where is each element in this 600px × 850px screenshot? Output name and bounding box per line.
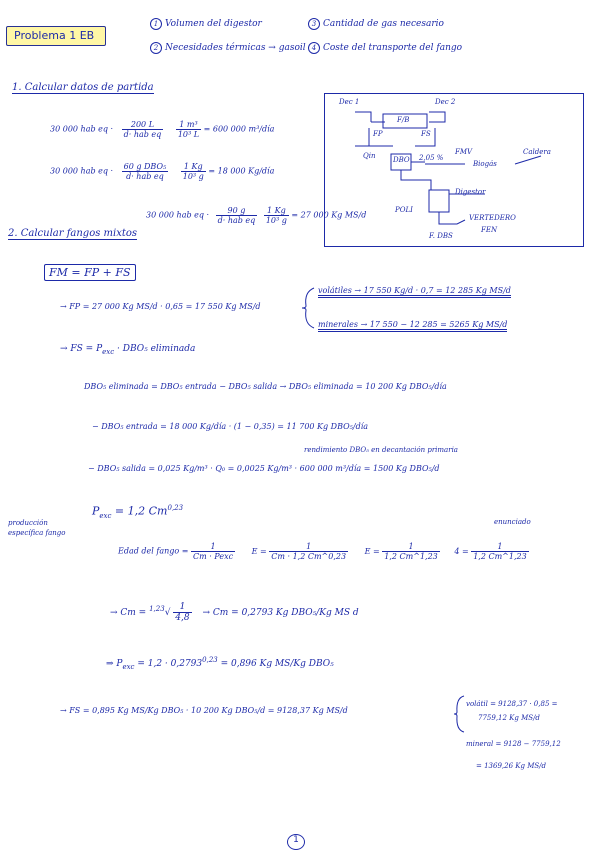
problem-title: Problema 1 EB [14,29,95,42]
problem-title-box [6,26,106,46]
fen-label: FEN [481,226,498,234]
digestor-label: Digestor [455,188,486,196]
fs-formula-line: → FS = $P_{exc} \cdot DBO_5$ eliminada [60,344,196,356]
section2-heading: 2. Calcular fangos mixtos [8,228,138,239]
mineral2-a: mineral = 9128 − 7759,12 [466,740,561,748]
vertedero-label: VERTEDERO [469,214,516,222]
dbo-label: DBO [393,156,410,164]
dec1-label: Dec 1 [339,98,360,106]
fp-line: → FP = 27 000 Kg MS/d · 0,65 = 17 550 Kg MS/d [60,302,261,311]
qin-label: Qin [363,152,376,160]
pexc-formula: $P_{exc} = 1,2$ Cm$^{0,23}$ [92,504,184,520]
bottom-label: F. DBS [429,232,453,240]
section1-heading: 1. Calcular datos de partida [12,82,154,93]
poli-label: POLI [395,206,413,214]
header-item-1: 1 Volumen del digestor [150,18,262,30]
fs-label: FS [421,130,431,138]
fp-label: FP [373,130,383,138]
mineral2-b: = 1369,26 Kg MS/d [476,762,546,770]
enunciado-note: enunciado [494,518,531,526]
fb-label: F/B [397,116,410,124]
fmv-label: FMV [455,148,473,156]
header-item-4: 4 Coste del transporte del fango [308,42,462,54]
pexc-result-line: ⇒ $P_{exc} = 1,2 \cdot 0,2793^{0,23} = 0,896$ Kg MS/Kg DBO₅ [106,656,334,671]
volatiles-line: volátiles → 17 550 Kg/d · 0,7 = 12 285 Kg MS/d [318,286,511,295]
volatil2-a: volátil = 9128,37 · 0,85 = [466,700,558,708]
dbo-salida-line: − DBO₅ salida = 0,025 Kg/m³ · Q₀ = 0,0025 Kg/m³ · 600 000 m³/día = 1500 Kg DBO₅/d [88,464,440,473]
cm-line: → Cm = $^{1,23}$√ $\frac{1}{4,8}$ → Cm = 0,2793 Kg DBO₅/Kg MS d [110,602,359,623]
calc-row-2: 30 000 hab eq · $\frac{\text{60 g DBO₅}}{\text{d· hab eq}}$ $\frac{1 Kg}{\text{10³ g}}$ = 18 000 Kg/día [50,162,275,181]
caldera-label: Caldera [523,148,551,156]
rendimiento-note: rendimiento DBO₅ en decantación primaria [304,446,458,454]
biogas-label: Biogás [473,160,497,168]
calc-row-3: 30 000 hab eq · $\frac{90 g}{\text{d· hab eq}}$ $\frac{1 Kg}{\text{10³ g}}$ = 27 000 Kg MS/d [146,206,367,225]
fs-final-line: → FS = 0,895 Kg MS/Kg DBO₅ · 10 200 Kg DBO₅/d = 9128,37 Kg MS/d [60,706,348,715]
pct-label: 2,05 % [419,154,444,162]
fm-formula: FM = FP + FS [44,264,136,281]
fp-brace [300,286,316,330]
header-item-3: 3 Cantidad de gas necesario [308,18,444,30]
header-item-2: 2 Necesidades térmicas → gasoil [150,42,306,54]
volatil2-b: 7759,12 Kg MS/d [478,714,540,722]
produccion-note: producción específica fango [8,519,66,537]
process-diagram [324,93,584,247]
edad-fango-line: Edad del fango = $\frac{1}{\text{Cm · Pexc}}$ E = $\frac{1}{Cm \cdot 1,2 Cm\^{}0,23}$ E = $\frac{1}{1,2 Cm\^{}1,23}$ 4 = $\frac{1}{1,2 Cm\^{}1,23}$ [118,542,527,561]
process-diagram-lines [325,94,583,246]
minerales-line: minerales → 17 550 − 12 285 = 5265 Kg MS/d [318,320,507,329]
page-number: 1 [287,834,305,850]
dbo-eliminada-line: DBO₅ eliminada = DBO₅ entrada − DBO₅ salida → DBO₅ eliminada = 10 200 Kg DBO₅/día [84,382,447,391]
dec2-label: Dec 2 [435,98,456,106]
calc-row-1: 30 000 hab eq · $\frac{200 L}{\text{d· hab eq}}$ $\frac{\text{1 m³}}{\text{10³ L}}$ = 600 000 m³/día [50,120,275,139]
fs-brace [452,694,466,734]
dbo-entrada-line: − DBO₅ entrada = 18 000 Kg/día · (1 − 0,35) = 11 700 Kg DBO₅/día [92,422,369,431]
